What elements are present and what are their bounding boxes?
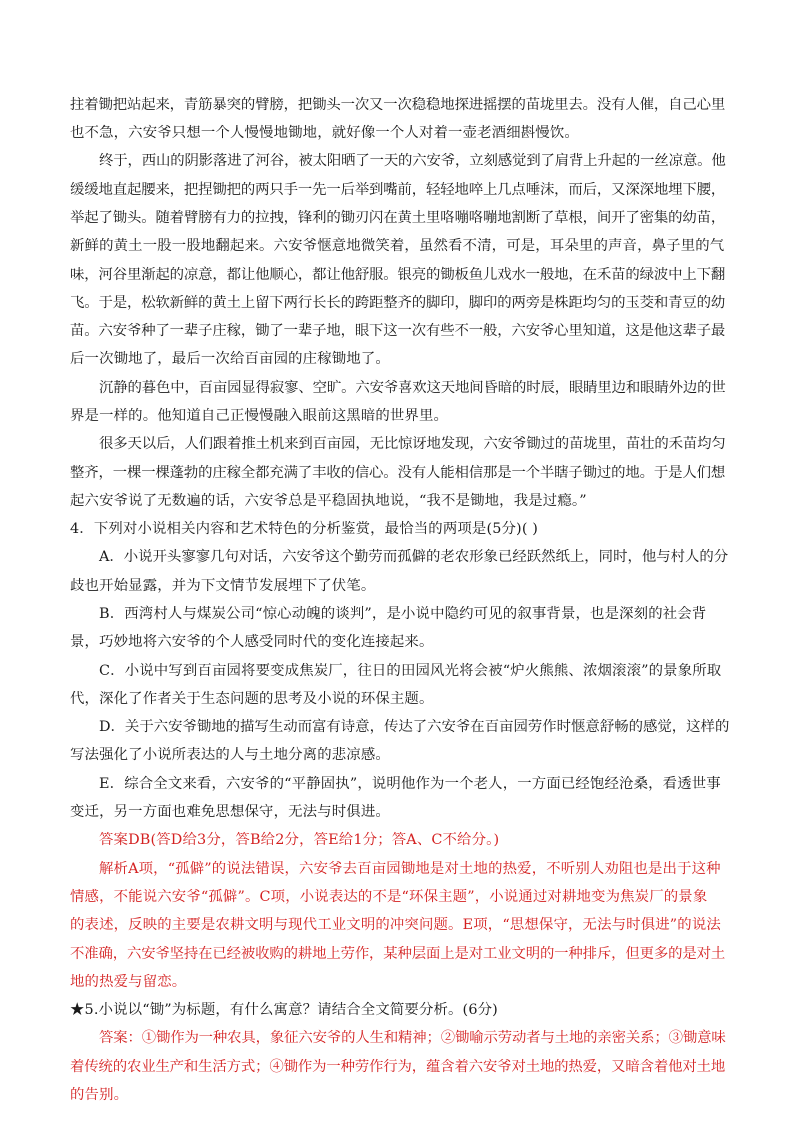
passage-line: 拄着锄把站起来，青筋暴突的臂膀，把锄头一次又一次稳稳地探进摇摆的苗垅里去。没有人催，自己心里 (70, 97, 726, 113)
option-e-line: 变迁，另一方面也难免思想保守，无法与时俱进。 (70, 804, 390, 820)
passage-line: 味，河谷里渐起的凉意，都让他顺心，都让他舒服。银亮的锄板鱼儿戏水一般地，在禾苗的绿波中上下翻 (70, 267, 726, 283)
q4-analysis-line: 情感，不能说六安爷“孤僻”。C项，小说表达的不是“环保主题”，小说通过对耕地变为焦炭厂的景象 (70, 889, 708, 905)
passage-line: 整齐，一棵一棵蓬勃的庄稼全都充满了丰收的信心。没有人能相信那是一个半瞎子锄过的地。于是人们想 (70, 465, 726, 481)
passage-line: 沉静的暮色中，百亩园显得寂寥、空旷。六安爷喜欢这天地间昏暗的时辰，眼睛里边和眼睛外边的世 (99, 380, 726, 396)
q4-answer: 答案DB(答D给3分，答B给2分，答E给1分；答A、C不给分。) (99, 832, 500, 848)
q5-answer-line: 的告别。 (70, 1087, 129, 1103)
option-e-line: E．综合全文来看，六安爷的“平静固执”，说明他作为一个老人，一方面已经饱经沧桑，看透世事 (99, 776, 721, 792)
option-c-line: C．小说中写到百亩园将要变成焦炭厂，往日的田园风光将会被“炉火熊熊、浓烟滚滚”的景象所取 (99, 663, 722, 679)
passage-line: 新鲜的黄土一股一股地翻起来。六安爷惬意地微笑着，虽然看不清，可是，耳朵里的声音，鼻子里的气 (70, 238, 725, 254)
passage-line: 举起了锄头。随着臂膀有力的拉拽，锋利的锄刃闪在黄土里咯嘣咯嘣地割断了草根，间开了密集的幼苗， (70, 210, 726, 226)
passage-line: 终于，西山的阴影落进了河谷，被太阳晒了一天的六安爷，立刻感觉到了肩背上升起的一丝凉意。他 (99, 153, 726, 169)
q4-analysis-line: 的表述，反映的主要是农耕文明与现代工业文明的冲突问题。E项，“思想保守，无法与时俱进”的说法 (70, 917, 721, 933)
option-d-line: D．关于六安爷锄地的描写生动而富有诗意，传达了六安爷在百亩园劳作时惬意舒畅的感觉，这样的 (99, 719, 730, 735)
passage-line: 起六安爷说了无数遍的话，六安爷总是平稳固执地说，“我不是锄地，我是过瘾。” (70, 493, 587, 509)
passage-line: 飞。于是，松软新鲜的黄土上留下两行长长的跨距整齐的脚印，脚印的两旁是株距均匀的玉茭和青豆的幼 (70, 295, 726, 311)
question-5-title: ★5.小说以“锄”为标题，有什么寓意？请结合全文简要分析。(6分) (70, 1002, 498, 1018)
passage-line: 很多天以后，人们跟着推土机来到百亩园，无比惊讶地发现，六安爷锄过的苗垅里，苗壮的禾苗均匀 (99, 436, 726, 452)
option-d-line: 写法强化了小说所表达的人与土地分离的悲凉感。 (70, 747, 390, 763)
passage-line: 苗。六安爷种了一辈子庄稼，锄了一辈子地，眼下这一次有些不一般，六安爷心里知道，这是他这辈子最 (70, 323, 726, 339)
q5-answer-line: 答案：①锄作为一种农具，象征六安爷的人生和精神；②锄喻示劳动者与土地的亲密关系；③锄意味 (99, 1030, 726, 1046)
q5-answer-line: 着传统的农业生产和生活方式；④锄作为一种劳作行为，蕴含着六安爷对土地的热爱，又暗含着他对土地 (70, 1059, 726, 1075)
q4-analysis-line: 不准确，六安爷坚持在已经被收购的耕地上劳作，某种层面上是对工业文明的一种排斥，但更多的是对土 (70, 946, 726, 962)
passage-line: 界是一样的。他知道自己正慢慢融入眼前这黑暗的世界里。 (70, 408, 449, 424)
option-b-line: 景，巧妙地将六安爷的个人感受同时代的变化连接起来。 (70, 634, 434, 650)
q4-analysis-line: 地的热爱与留恋。 (70, 974, 187, 990)
option-a-line: A．小说开头寥寥几句对话，六安爷这个勤劳而孤僻的老农形象已经跃然纸上，同时，他与村人的分 (99, 549, 729, 565)
passage-line: 也不急，六安爷只想一个人慢慢地锄地，就好像一个人对着一壶老酒细斟慢饮。 (70, 125, 579, 141)
passage-line: 后一次锄地了，最后一次给百亩园的庄稼锄地了。 (70, 351, 390, 367)
option-b-line: B．西湾村人与煤炭公司“惊心动魄的谈判”，是小说中隐约可见的叙事背景，也是深刻的社会背 (99, 606, 707, 622)
option-c-line: 代，深化了作者关于生态问题的思考及小说的环保主题。 (70, 691, 434, 707)
passage-line: 缓缓地直起腰来，把捏锄把的两只手一先一后举到嘴前，轻轻地啐上几点唾沫，而后，又深深地埋下腰， (70, 182, 726, 198)
option-a-line: 歧也开始显露，并为下文情节发展埋下了伏笔。 (70, 578, 376, 594)
question-4-title: 4．下列对小说相关内容和艺术特色的分析鉴赏，最恰当的两项是(5分)( ) (70, 521, 539, 537)
q4-analysis-line: 解析A项，“孤僻”的说法错误，六安爷去百亩园锄地是对土地的热爱，不听别人劝阻也是出于这种 (99, 861, 721, 877)
